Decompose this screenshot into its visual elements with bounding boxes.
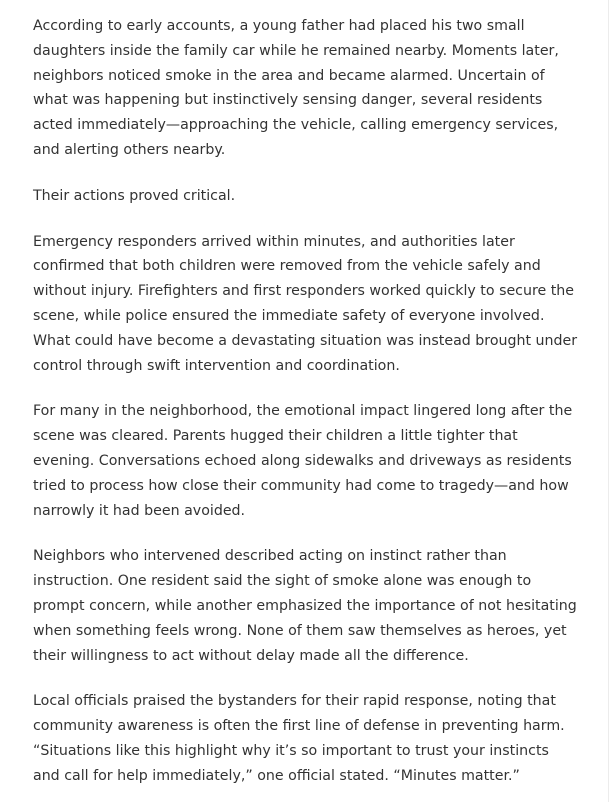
- article-paragraph: Local officials praised the bystanders for their rapid response, noting that community awareness is often the first line of defense in preventing harm. “Situations like this highlight why it’s so important to trust your instincts and call for help immediately,” one official stated. “Minutes matter.”: [33, 693, 565, 784]
- article-paragraph: According to early accounts, a young father had placed his two small daughters inside the family car while he remained nearby. Moments later, neighbors noticed smoke in the area and became alarmed. Uncertain of what was happening but instinctively sensing danger, several residents acted immediately—approaching the vehicle, calling emergency services, and alerting others nearby.: [33, 18, 559, 158]
- article-paragraph: Emergency responders arrived within minutes, and authorities later confirmed that both children were removed from the vehicle safely and without injury. Firefighters and first responders worked quickly to secure the scene, while police ensured the immediate safety of everyone involved. What could have become a devastating situation was instead brought under control through swift intervention and coordination.: [33, 233, 578, 374]
- page-edge-divider: [608, 0, 609, 802]
- article-paragraph: Their actions proved critical.: [33, 187, 236, 204]
- article-paragraph: Neighbors who intervened described acting on instinct rather than instruction. One resident said the sight of smoke alone was enough to prompt concern, while another emphasized the importance of not hesitating when something feels wrong. None of them saw themselves as heroes, yet their willingness to act without delay made all the difference.: [33, 548, 577, 664]
- article-body: [33, 14, 578, 810]
- article-paragraph: For many in the neighborhood, the emotional impact lingered long after the scene was cleared. Parents hugged their children a little tighter that evening. Conversations echoed along sidewalks and driveways as residents tried to process how close their community had come to tragedy—and how narrowly it had been avoided.: [33, 403, 573, 519]
